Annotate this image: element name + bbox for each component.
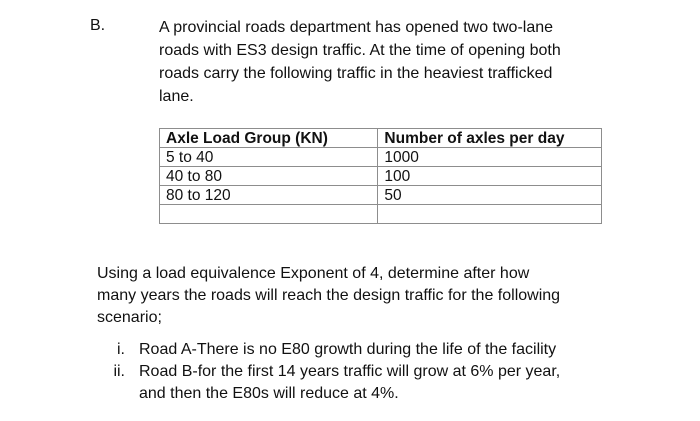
intro-line: roads with ES3 design traffic. At the time of opening both: [159, 42, 561, 59]
intro-paragraph: [159, 16, 629, 108]
table-cell-axles-per-day: 50: [378, 186, 602, 205]
column-header-axle-load-group: Axle Load Group (KN): [160, 129, 378, 148]
question-line: many years the roads will reach the design traffic for the following: [97, 287, 561, 304]
table-row: [160, 148, 602, 167]
section-marker: B.: [90, 17, 106, 34]
table-cell-axle-load-group: 40 to 80: [160, 167, 378, 186]
table-cell-axle-load-group: 80 to 120: [160, 186, 378, 205]
scenario-line: Road A-There is no E80 growth during the life of the facility: [139, 341, 557, 358]
table-cell-axle-load-group: [160, 205, 378, 224]
question-paragraph: [97, 263, 617, 329]
table-cell-axles-per-day: 100: [378, 167, 602, 186]
question-line: scenario;: [97, 309, 162, 326]
column-header-axles-per-day: Number of axles per day: [378, 129, 602, 148]
scenario-text: [139, 361, 617, 405]
table-cell-axles-per-day: [378, 205, 602, 224]
intro-line: A provincial roads department has opened two two-lane: [159, 19, 554, 36]
scenario-line: Road B-for the first 14 years traffic will grow at 6% per year,: [139, 363, 561, 380]
intro-line: lane.: [159, 88, 194, 105]
table-row-empty: [160, 205, 602, 224]
scenario-line: and then the E80s will reduce at 4%.: [139, 385, 399, 402]
table-row: [160, 167, 602, 186]
scenario-item-road-a: [97, 339, 617, 361]
question-line: Using a load equivalence Exponent of 4, determine after how: [97, 265, 530, 282]
scenario-number: ii.: [113, 363, 125, 380]
table-header-row: [160, 129, 602, 148]
scenario-list: [97, 339, 617, 405]
table-cell-axles-per-day: 1000: [378, 148, 602, 167]
scenario-item-road-b: [97, 361, 617, 405]
scenario-text: [139, 339, 617, 361]
axle-load-table: [159, 128, 602, 224]
table-row: [160, 186, 602, 205]
table-cell-axle-load-group: 5 to 40: [160, 148, 378, 167]
intro-line: roads carry the following traffic in the heaviest trafficked: [159, 65, 553, 82]
scenario-number: i.: [117, 341, 125, 358]
